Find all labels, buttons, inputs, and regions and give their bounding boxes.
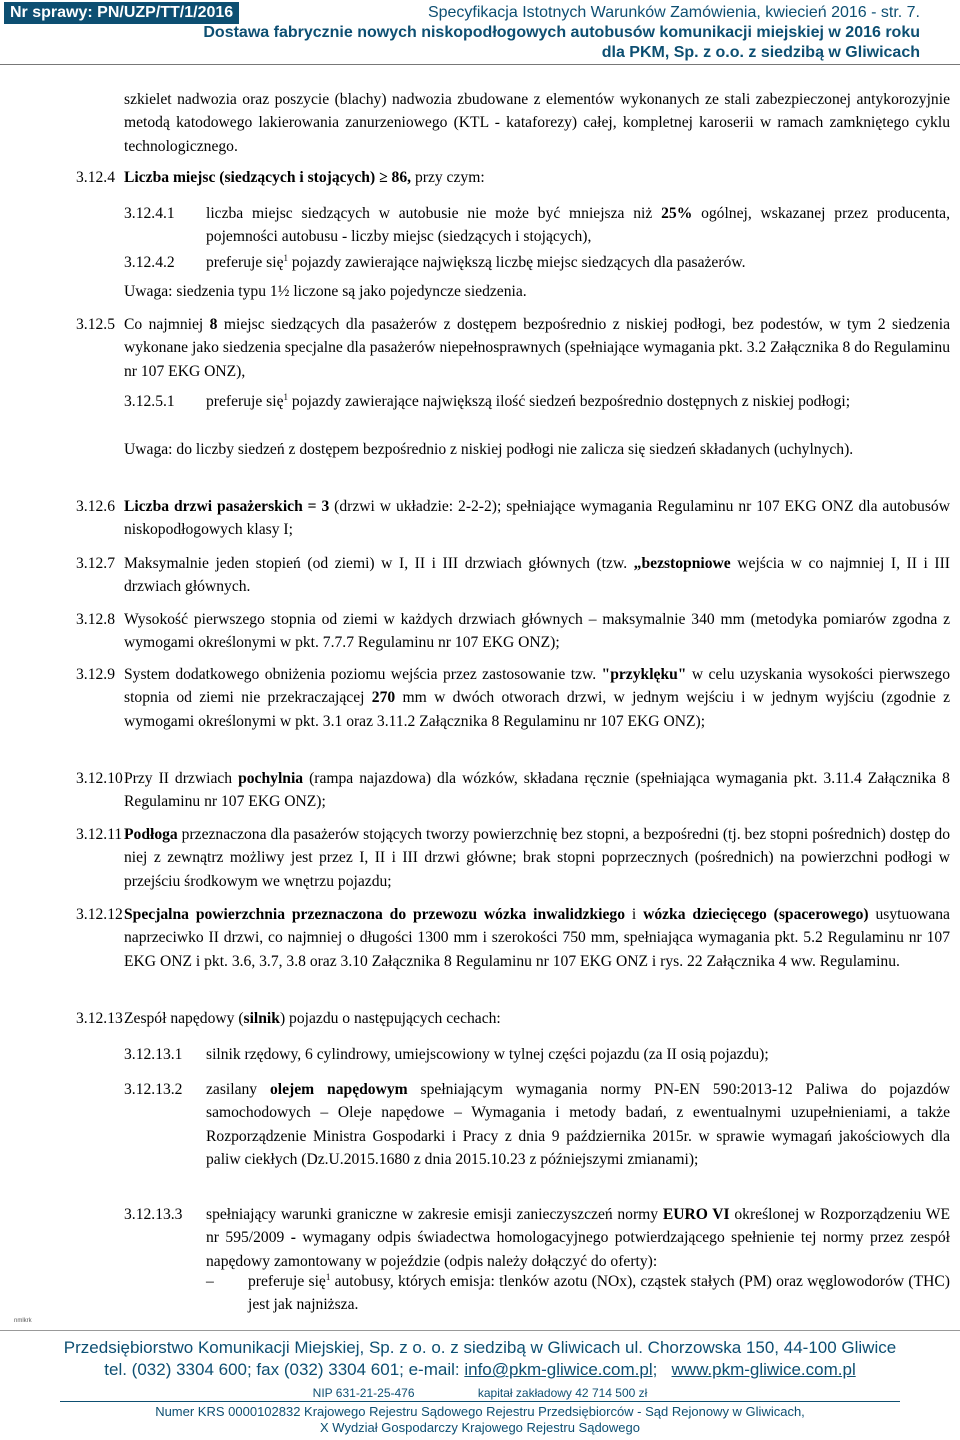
header-spec-line: Specyfikacja Istotnych Warunków Zamówienia, kwiecień 2016 - str. 7. [427, 4, 920, 21]
share-capital: kapitał zakładowy 42 714 500 zł [477, 1386, 648, 1400]
website-link[interactable]: www.pkm-gliwice.com.pl [671, 1360, 856, 1379]
seat-note: Uwaga: siedzenia typu 1½ liczone są jako pojedyncze siedzenia. [124, 283, 527, 300]
emission-preference-bullet: preferuje się$^1$ autobusy, których emisja: tlenków azotu (NOx), cząstek stałych (PM) oraz węglowodorów (THC) jest jak najniższa. [248, 1272, 950, 1314]
section-number: 3.12.13.1 [124, 1046, 183, 1063]
section-number: 3.12.12 [76, 906, 123, 923]
section-number: 3.12.13 [76, 1010, 123, 1027]
section-number: 3.12.13.2 [124, 1081, 183, 1098]
section-number: 3.12.11 [76, 826, 123, 843]
section-3-12-13-1: silnik rzędowy, 6 cylindrowy, umiejscowiony w tylnej części pojazdu (za II osią pojazdu); [206, 1046, 769, 1063]
section-3-12-5-1: preferuje się$^1$ pojazdy zawierające największą ilość siedzeń bezpośrednio dostępnych z niskiej podłogi; [206, 392, 851, 410]
section-number: 3.12.4.2 [124, 254, 175, 271]
section-3-12-5: Co najmniej 8 miejsc siedzących dla pasażerów z dostępem bezpośrednio z niskiej podłogi, bez podestów, w tym 2 siedzenia wykonane jako siedzenia specjalne dla pasażerów niepełnosprawnych (spełniające wymagania pkt. 3.2 Załącznika 8 do Regulaminu nr 107 EKG ONZ), [124, 316, 950, 380]
low-floor-note: Uwaga: do liczby siedzeń z dostępem bezpośrednio z niskiej podłogi nie zalicza się siedzeń składanych (uchylnych). [124, 441, 854, 458]
section-3-12-7: Maksymalnie jeden stopień (od ziemi) w I, II i III drzwiach głównych (tzw. „bezstopniowe wejścia w co najmniej I, II i III drzwiach głównych. [124, 555, 950, 596]
case-number: Nr sprawy: PN/UZP/TT/1/2016 [4, 2, 239, 24]
section-3-12-13: Zespół napędowy (silnik) pojazdu o następujących cechach: [124, 1010, 501, 1027]
bullet-dash: – [206, 1273, 214, 1290]
section-number: 3.12.10 [76, 770, 123, 787]
section-3-12-8: Wysokość pierwszego stopnia od ziemi w każdych drzwiach głównych – maksymalnie 340 mm (metodyka pomiarów zgodna z wymogami określonymi w pkt. 7.7.7 Regulaminu nr 107 EKG ONZ); [124, 611, 950, 652]
footer-divider [60, 1401, 900, 1402]
section-number: 3.12.5.1 [124, 393, 175, 410]
company-address: Przedsiębiorstwo Komunikacji Miejskiej, Sp. z o. o. z siedzibą w Gliwicach ul. Chorzowska 150, 44-100 Gliwice [63, 1338, 897, 1357]
page-footer [0, 1330, 960, 1435]
section-3-12-13-3: spełniający warunki graniczne w zakresie emisji zanieczyszczeń normy EURO VI określonej w Rozporządzeniu WE nr 595/2009 - wymagany odpis świadectwa homologacyjnego potwierdzającego spełnienie tej normy przez zespół napędowy zamontowany w pojeździe (odpis należy dołączyć do oferty): [206, 1206, 950, 1270]
email-link[interactable]: info@pkm-gliwice.com.pl [464, 1360, 653, 1379]
section-3-12-4-2: preferuje się$^1$ pojazdy zawierające największą liczbę miejsc siedzących dla pasażerów. [206, 253, 746, 271]
side-mark: nmlkrk [14, 1318, 32, 1324]
section-3-12-9: System dodatkowego obniżenia poziomu wejścia przez zastosowanie tzw. "przyklęku" w celu uzyskania wysokości pierwszego stopnia od ziemi nie przekraczającej 270 mm w dwóch otworach drzwi, w jednym wejściu i w jednym wyjściu (zgodnie z wymogami określonymi w pkt. 3.1 oraz 3.11.2 Załącznika 8 Regulaminu nr 107 EKG ONZ); [124, 666, 950, 730]
nip-number: NIP 631-21-25-476 [312, 1386, 415, 1400]
intro-paragraph: szkielet nadwozia oraz poszycie (blachy) nadwozia zbudowane z elementów wykonanych ze stali zabezpieczonej antykorozyjnie metodą katodowego lakierowania zanurzeniowego (KTL - kataforezy) całej, kompletnej karoserii w ramach zamkniętego cyklu technologicznego. [124, 91, 950, 155]
seat-count: 86, [391, 169, 412, 186]
section-3-12-11: Podłoga przeznaczona dla pasażerów stojących tworzy powierzchnię bez stopni, a bezpośredni (tj. bez stopni pośrednich) dostęp do niej z zewnątrz możliwy jest przez I, II i III drzwi główne; brak stopni poprzecznych (pośrednich) na powierzchni podłogi w przejściu środkowym we wnętrzu pojazdu; [124, 826, 951, 890]
greater-equal-symbol: ≥ [379, 169, 388, 186]
section-3-12-12: Specjalna powierzchnia przeznaczona do przewozu wózka inwalidzkiego i wózka dziecięcego (spacerowego) usytuowana naprzeciwko II drzwi, co najmniej o długości 1300 mm i szerokości 750 mm, spełniająca wymagania pkt. 5.2 Regulaminu nr 107 EKG ONZ i pkt. 3.6, 3.7, 3.8 oraz 3.10 Załącznika 8 Regulaminu nr 107 EKG ONZ i rys. 22 Załącznika 4 ww. Regulaminu. [124, 906, 950, 970]
krs-line: Numer KRS 0000102832 Krajowego Rejestru Sądowego Rejestru Przedsiębiorców - Sąd Rejonowy w Gliwicach, [155, 1404, 805, 1419]
court-department-line: X Wydział Gospodarczy Krajowego Rejestru Sądowego [320, 1420, 640, 1435]
section-number: 3.12.5 [76, 316, 115, 333]
section-3-12-10: Przy II drzwiach pochylnia (rampa najazdowa) dla wózków, składana ręcznie (spełniająca wymagania pkt. 3.11.4 Załącznika 8 Regulaminu nr 107 EKG ONZ); [124, 770, 950, 811]
section-number: 3.12.8 [76, 611, 115, 628]
page-header [0, 0, 960, 65]
section-3-12-4: Liczba miejsc (siedzących i stojących) ≥ 86, przy czym: [124, 169, 485, 186]
section-3-12-4-1: liczba miejsc siedzących w autobusie nie może być mniejsza niż 25% ogólnej, wskazanej przez producenta, pojemności autobusu - liczby miejsc (siedzących i stojących), [206, 205, 950, 246]
section-number: 3.12.6 [76, 498, 115, 515]
registry-line [0, 1385, 960, 1401]
section-number: 3.12.7 [76, 555, 115, 572]
section-3-12-13-2: zasilany olejem napędowym spełniającym wymagania normy PN-EN 590:2013-12 Paliwa do pojazdów samochodowych – Oleje napędowe – Wymagania i metody badań, z ewentualnymi uzupełnieniami, a także Rozporządzenie Ministra Gospodarki i Pracy z dnia 9 października 2015r. w sprawie wymagań jakościowych dla paliw ciekłych (Dz.U.2015.1680 z dnia 2015.10.23 z późniejszymi zmianami); [206, 1081, 950, 1169]
section-number: 3.12.9 [76, 666, 115, 683]
header-client-line: dla PKM, Sp. z o.o. z siedzibą w Gliwicach [601, 44, 920, 61]
section-number: 3.12.13.3 [124, 1206, 183, 1223]
section-number: 3.12.4 [76, 169, 115, 186]
section-3-12-6: Liczba drzwi pasażerskich = 3 (drzwi w układzie: 2-2-2); spełniające wymagania Regulaminu nr 107 EKG ONZ dla autobusów niskopodłogowych klasy I; [124, 498, 950, 539]
section-number: 3.12.4.1 [124, 205, 175, 222]
contact-line: tel. (032) 3304 600; fax (032) 3304 601; e-mail: info@pkm-gliwice.com.pl; www.pkm-gliwice.com.pl [104, 1360, 856, 1379]
section-title: Liczba miejsc (siedzących i stojących) [124, 169, 376, 186]
header-subject-line: Dostawa fabrycznie nowych niskopodłogowych autobusów komunikacji miejskiej w 2016 roku [203, 24, 920, 41]
